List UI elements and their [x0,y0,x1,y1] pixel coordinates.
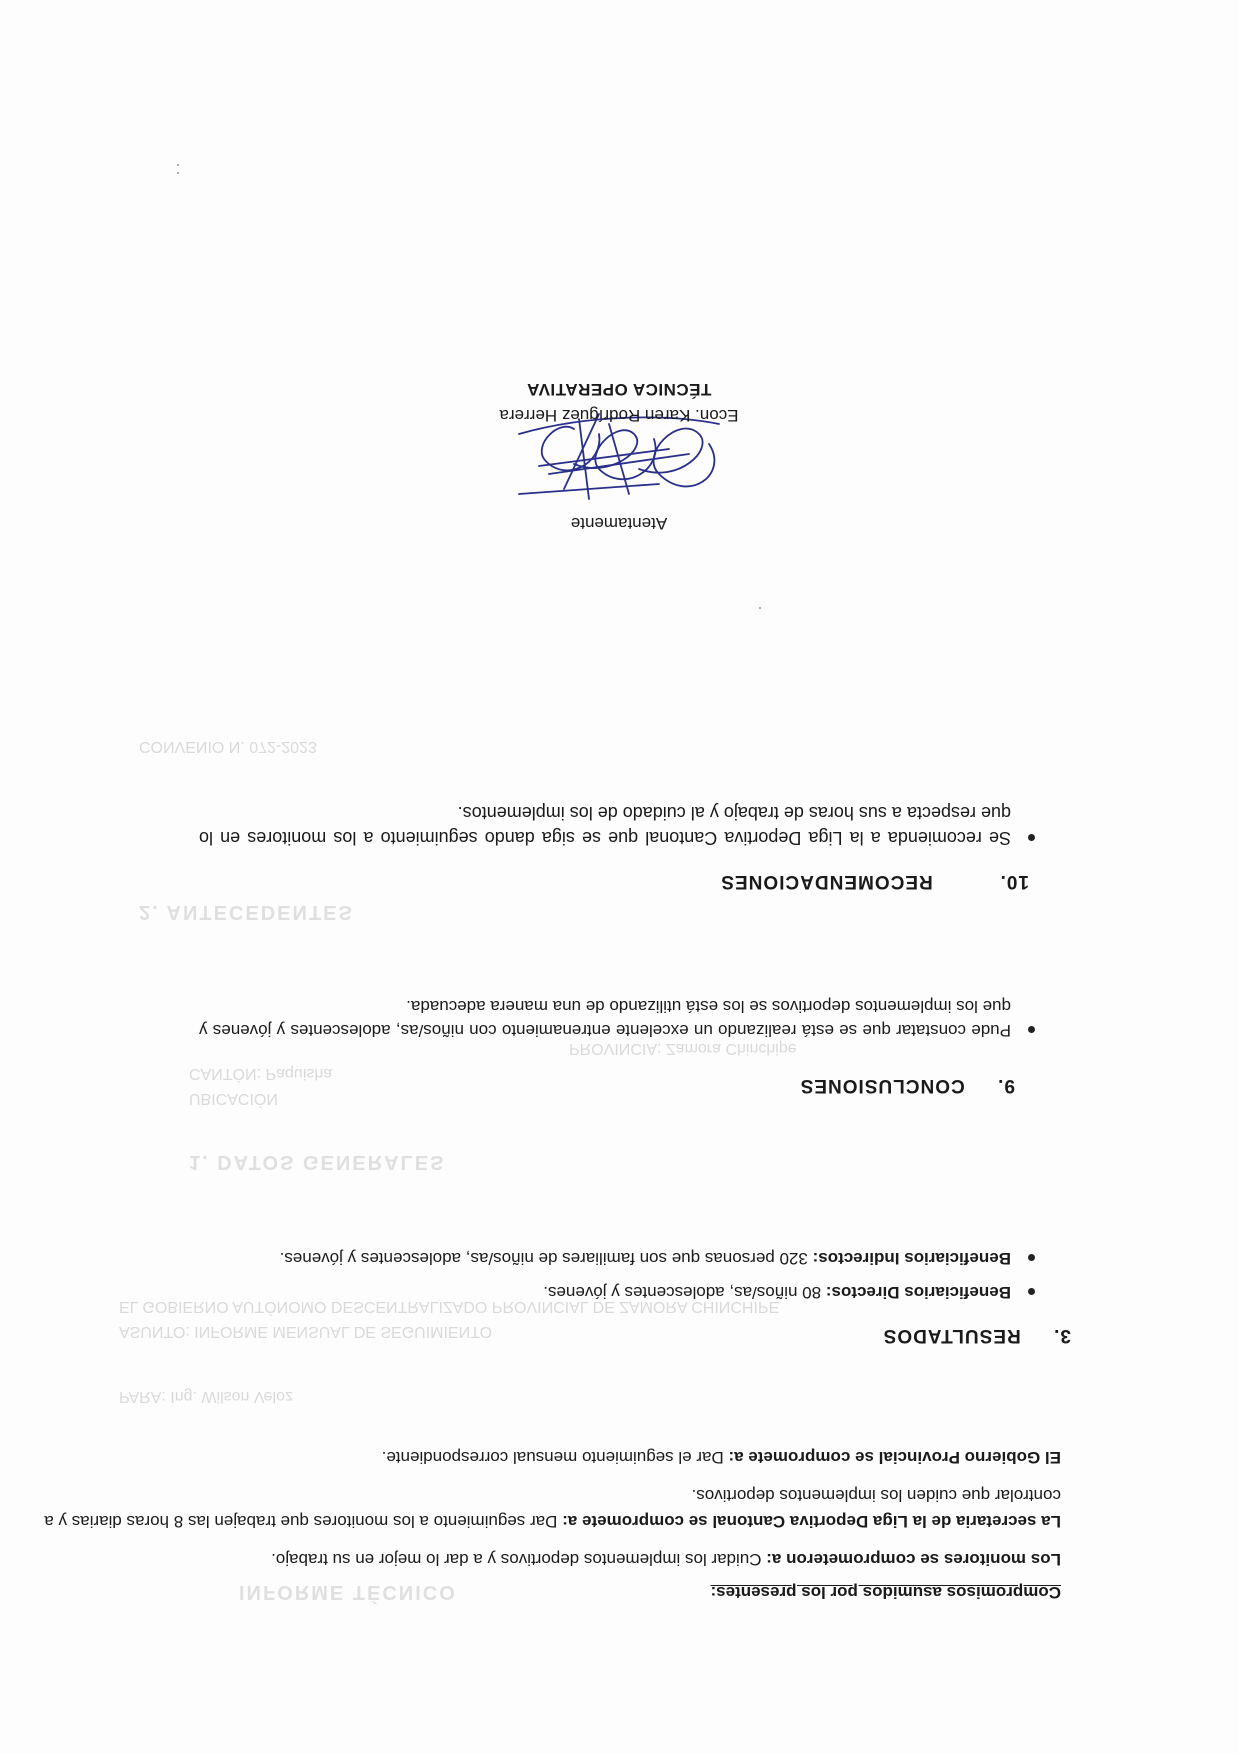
scan-speck [759,607,761,609]
liga-label: La secretaria de la Liga Deportiva Cantonal se compromete a: [562,1512,1061,1531]
bleed-line-convenio: CONVENIO N. 072-2023 [139,738,317,755]
gobierno-label: El Gobierno Provincial se compromete a: [728,1448,1061,1467]
bleed-line-asunto: ASUNTO: INFORME MENSUAL DE SEGUIMIENTO [119,1323,493,1340]
scan-speck [177,164,179,166]
bleed-through-text [189,1036,1089,1174]
bleed-heading-antecedentes: 2. ANTECEDENTES [139,901,354,923]
commitments-title: Compromisos asumidos por los presentes: [710,1583,1061,1602]
resultados-number: 3. [1053,1325,1071,1346]
monitores-label: Los monitores se comprometeron a: [766,1550,1061,1569]
list-item: Se recomienda a la Liga Deportiva Cantonal que se siga dando seguimiento a los monitores en lo que respecta a sus horas de trabajo y al cuidado de los implementos. [199,800,1039,850]
bleed-through-text [119,1294,1119,1409]
bleed-heading-datos: 1. DATOS GENERALES [189,1151,446,1173]
commitment-monitores [1,1546,1061,1572]
liga-text: Dar seguimiento a los monitores que trabajen las 8 horas diarias y a controlar que cuiden los implementos deportivos. [44,1486,1061,1531]
list-item [199,1246,1039,1270]
conclusiones-title: CONCLUSIONES [799,1075,965,1096]
conclusiones-heading [800,1074,1015,1096]
commitment-gobierno [1,1444,1061,1470]
commitment-liga [1,1482,1061,1534]
commitments-section [1,1444,1061,1602]
signoff-greeting: Atentamente [570,514,668,533]
recomendaciones-list [199,790,1039,850]
resultados-heading [883,1324,1071,1346]
directos-text: 80 niños/as, adolescentes y jóvenes. [543,1283,822,1302]
signoff-block [419,376,819,536]
signoff-name: Econ. Karen Rodríguez Herrera [499,406,739,425]
bleed-line-para: PARA: Ing. Wilson Veloz [119,1388,293,1405]
list-item [199,1280,1039,1304]
resultados-title: RESULTADOS [882,1325,1021,1346]
conclusiones-list [199,984,1039,1042]
scan-speck [177,172,179,174]
indirectos-label: Beneficiarios Indirectos: [812,1249,1011,1268]
recomendaciones-title: RECOMENDACIONES [720,871,933,892]
recomendaciones-heading [720,870,1029,892]
gobierno-text: Dar el seguimiento mensual correspondiente. [381,1448,724,1467]
signoff-role: TÉCNICA OPERATIVA [526,380,712,399]
monitores-text: Cuidar los implementos deportivos y a dar lo mejor en su trabajo. [271,1550,762,1569]
bleed-line-provincia: PROVINCIA: Zamora Chinchipe [569,1040,797,1057]
list-item: Pude constatar que se está realizando un excelente entrenamiento con niños/as, adolescentes y jóvenes y que los implementos deportivos se los está utilizando de una manera adecuada. [199,994,1039,1042]
bleed-line-gobierno: EL GOBIERNO AUTÓNOMO DESCENTRALIZADO PROVINCIAL DE ZAMORA CHINCHIPE [119,1298,780,1315]
bleed-line-canton: CANTÓN: Paquisha [189,1065,333,1082]
indirectos-text: 320 personas que son familiares de niños/as, adolescentes y jóvenes. [279,1249,808,1268]
recomendaciones-number: 10. [999,871,1029,892]
resultados-list [199,1236,1039,1304]
conclusiones-number: 9. [997,1075,1015,1096]
directos-label: Beneficiarios Directos: [825,1283,1011,1302]
bleed-heading-ubicacion: UBICACIÓN [189,1090,278,1107]
bleed-heading-informe: INFORME TÉCNICO [239,1581,457,1603]
